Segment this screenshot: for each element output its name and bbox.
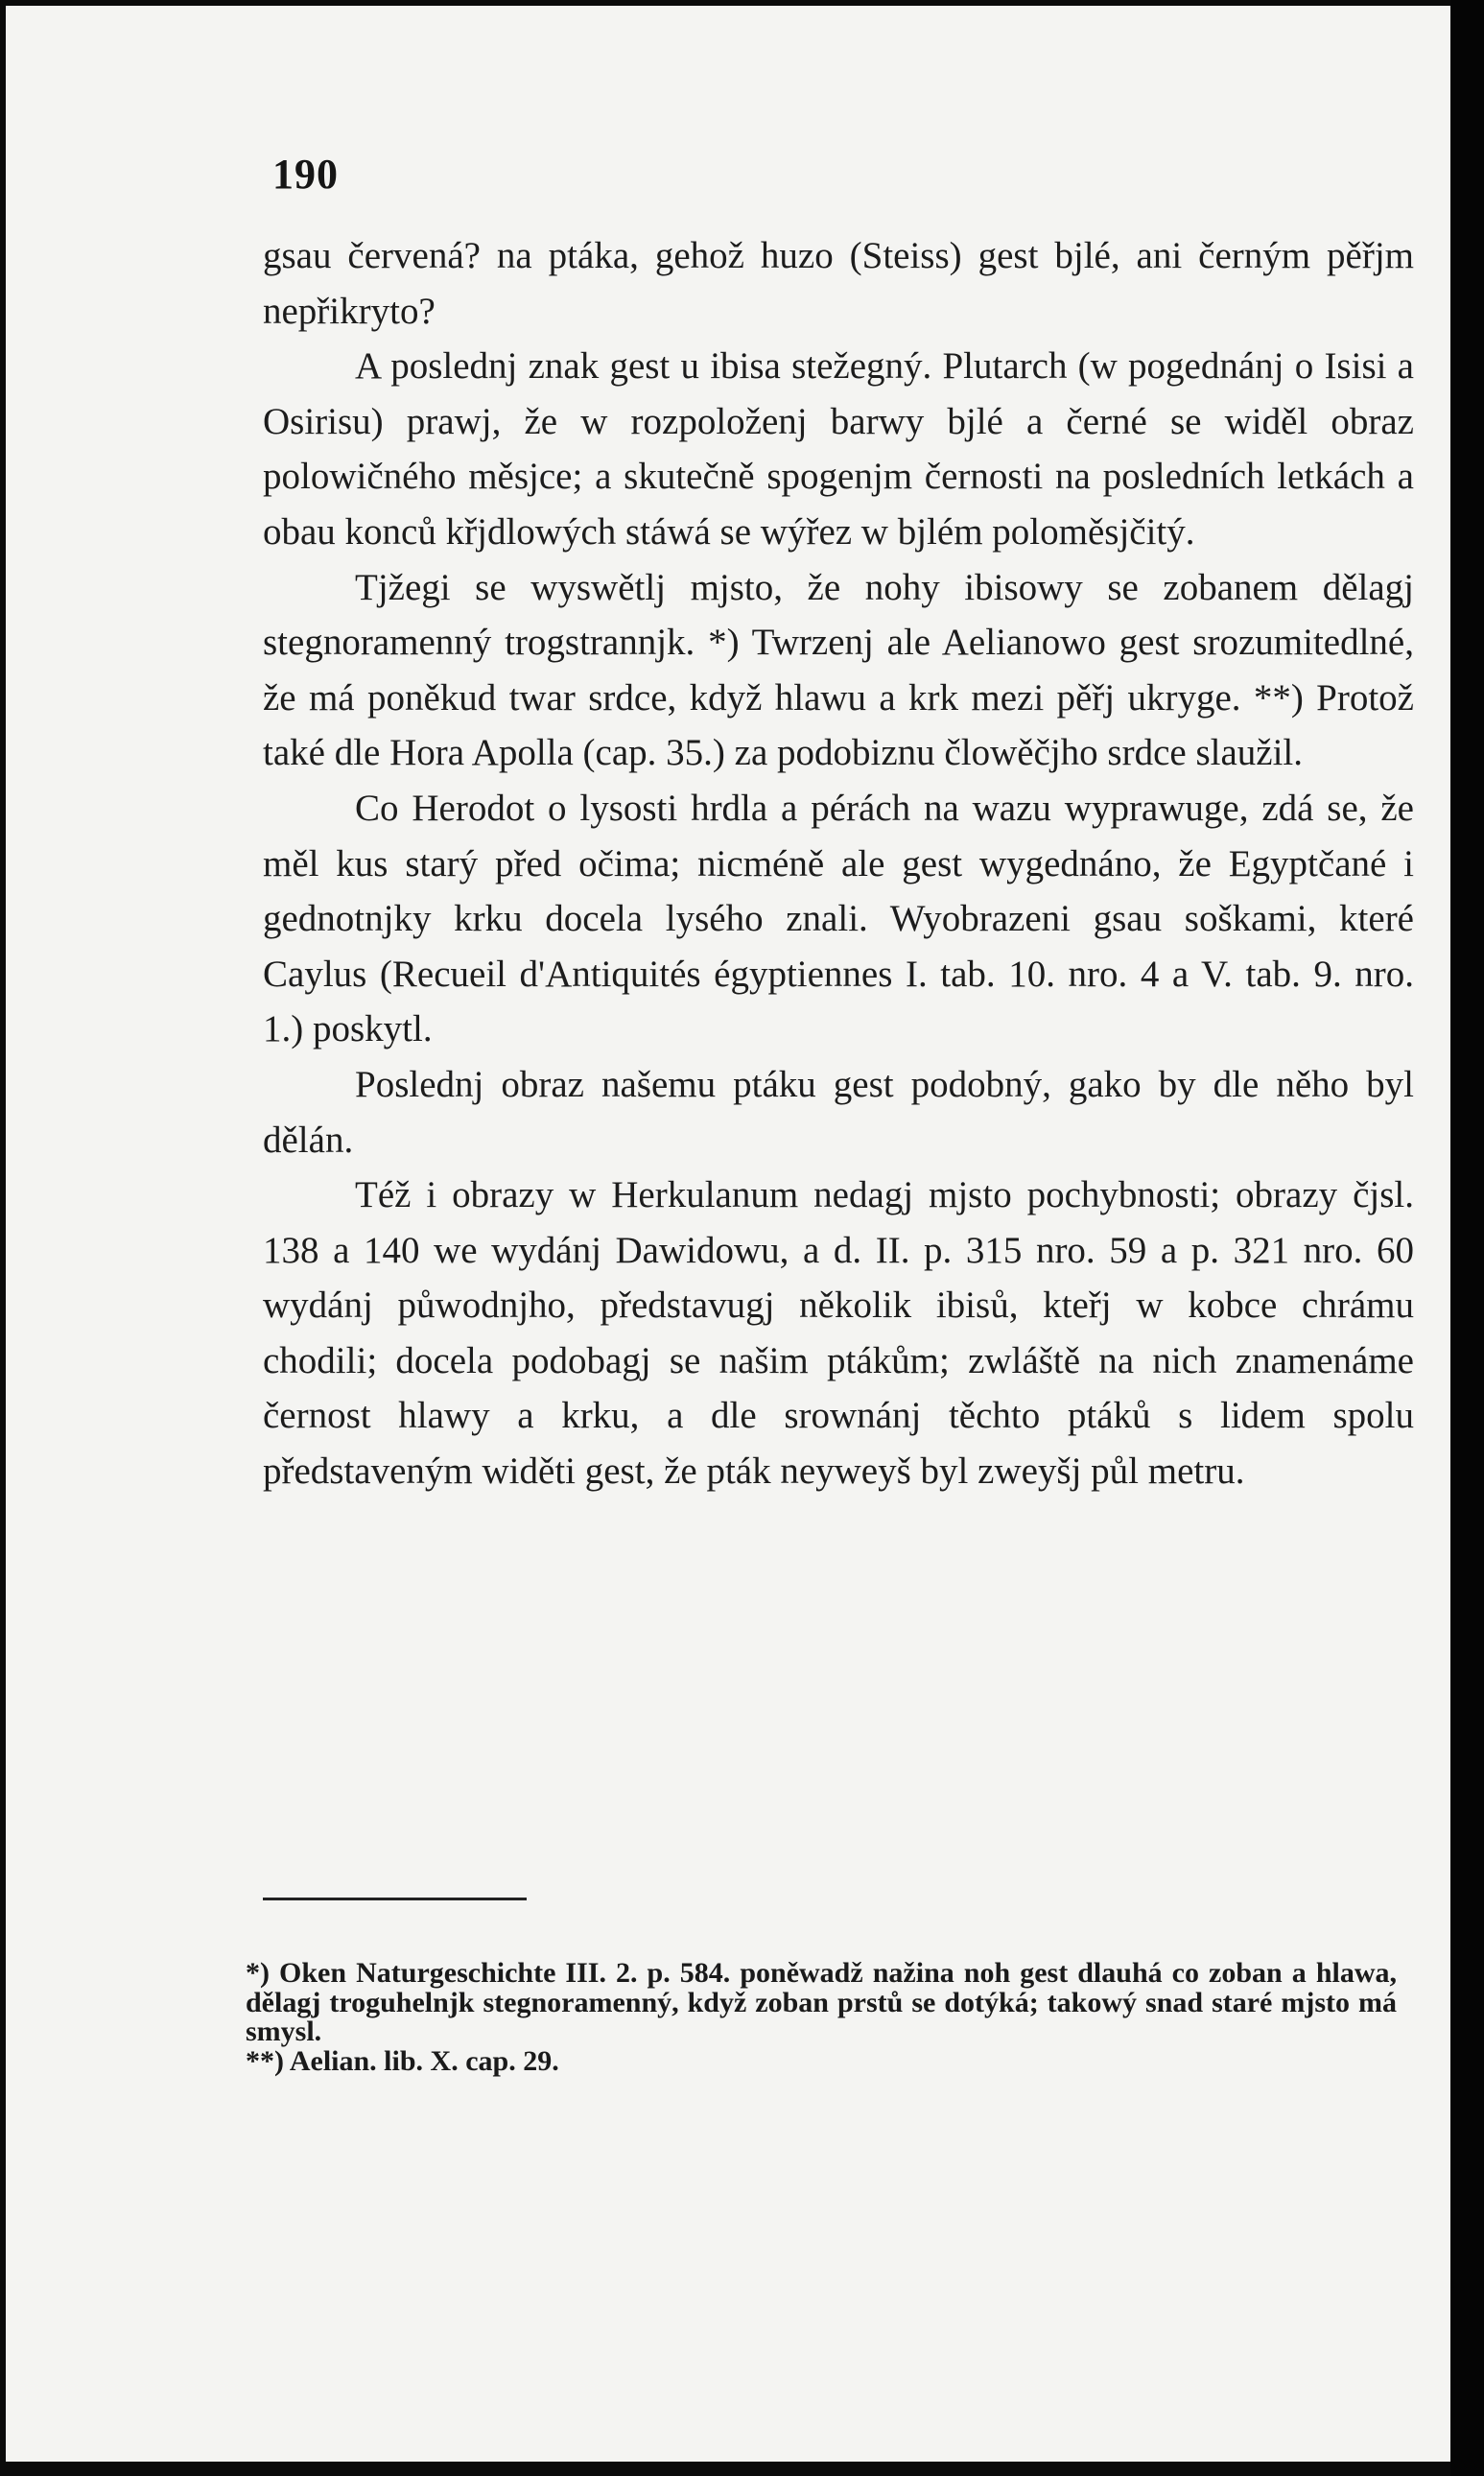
footnote: *) Oken Naturgeschichte III. 2. p. 584. poněwadž nažina noh gest dlauhá co zoban a hlawa, dělagj troguhelnjk stegnoramenný, když zoban prstů se dotýká; takowý snad staré mjsto má smysl.	[246, 1957, 1397, 2047]
body-text	[263, 228, 1414, 1499]
book-page	[6, 6, 1450, 2462]
paragraph: Co Herodot o lysosti hrdla a pérách na wazu wyprawuge, zdá se, že měl kus starý před očima; nicméně ale gest wygednáno, že Egyptčané i gednotnjky krku docela lysého znali. Wyobrazeni gsau soškami, které Caylus (Recueil d'Antiquités égyptiennes I. tab. 10. nro. 4 a V. tab. 9. nro. 1.) poskytl.	[263, 787, 1414, 1050]
footnote: **) Aelian. lib. X. cap. 29.	[246, 2044, 559, 2077]
scan-edge	[1450, 0, 1484, 2476]
paragraph: gsau červená? na ptáka, gehož huzo (Steiss) gest bjlé, ani černým pěřjm nepřikryto?	[263, 235, 1414, 332]
paragraph: Tjžegi se wyswětlj mjsto, že nohy ibisowy se zobanem dělagj stegnoramenný trogstrannjk. *) Twrzenj ale Aelianowo gest srozumitedlné, že má poněkud twar srdce, když hlawu a krk mezi pěřj ukryge. **) Protož také dle Hora Apolla (cap. 35.) za podobiznu člowěčjho srdce slaužil.	[263, 566, 1414, 774]
page-number: 190	[272, 151, 339, 198]
paragraph: Poslednj obraz našemu ptáku gest podobný, gako by dle něho byl dělán.	[263, 1063, 1414, 1161]
paragraph: A poslednj znak gest u ibisa stežegný. Plutarch (w pogednánj o Isisi a Osirisu) prawj, že w rozpoloženj barwy bjlé a černé se widěl obraz polowičného měsjce; a skutečně spogenjm černosti na posledních letkách a obau konců křjdlowých stáwá se wýřez w bjlém poloměsjčitý.	[263, 345, 1414, 553]
footnote-divider	[263, 1898, 527, 1900]
paragraph: Též i obrazy w Herkulanum nedagj mjsto pochybnosti; obrazy čjsl. 138 a 140 we wydánj Dawidowu, a d. II. p. 315 nro. 59 a p. 321 nro. 60 wydánj půwodnjho, představugj několik ibisů, kteřj w kobce chrámu chodili; docela podobagj se našim ptákům; zwláště na nich znamenáme černost hlawy a krku, a dle srownánj těchto ptáků s lidem spolu představeným widěti gest, že pták neyweyš byl zweyšj půl metru.	[263, 1174, 1414, 1493]
footnotes	[246, 1959, 1397, 2076]
